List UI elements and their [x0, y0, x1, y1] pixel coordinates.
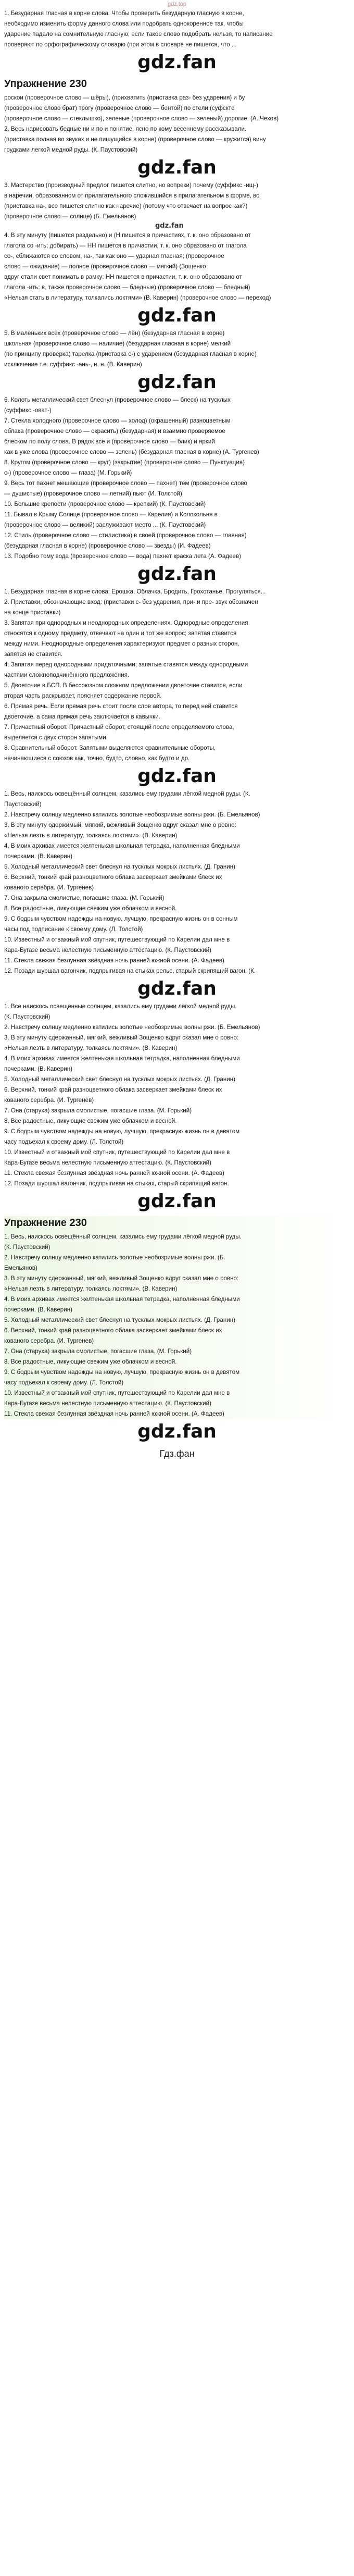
text-line: облака (проверочное слово — окрасить) (безударная) и взаимно проверяемое — [4, 428, 225, 435]
text-line: Емельянов) — [4, 1265, 37, 1271]
text-line: — душистые) (проверочное слово — летний) пьют (И. Толстой) — [4, 490, 182, 497]
text-line: Паустовский) — [4, 801, 42, 808]
text-line: со-, сближаются со словом, на-, так как оно — ударная гласная; (проверочное — [4, 253, 224, 259]
text-line: 13. Подобно тому вода (проверочное слово — вода) пахнет краска лета (А. Фадеев) — [4, 553, 242, 560]
text-line: (безударная гласная в корне) (проверочное слово — звезды) (И. Фадеев) — [4, 542, 211, 549]
text-line: 7. Она (старуха) закрыла смолистые, погасшие глаза. (М. Горький) — [4, 1348, 192, 1355]
text-line: 4. В эту минуту (пишется раздельно) и (Н пишется в причастиях, т. к. оно образовано от — [4, 232, 251, 239]
text-line: запятая не ставится. — [4, 651, 63, 658]
text-line: с-) (проверочное слово — глаза) (М. Горький) — [4, 469, 132, 476]
text-line: Кара-Бугазе весьма нелестную письменную аттестацию. (К. Паустовский) — [4, 1400, 211, 1407]
answer-block-3 — [4, 328, 350, 370]
text-line: 8. Все радостные, ликующие свежим уже облачком и весной. — [4, 1118, 177, 1124]
text-line: 10. Известный и отважный мой спутник, путешествующий по Карелии дал мне в — [4, 1149, 230, 1156]
text-line: (К. Паустовский) — [4, 1244, 50, 1250]
text-line: слово — ожидание) — полное (проверочное слово — мягкий) (Зощенко — [4, 263, 206, 270]
text-line: 4. В моих архивах имеется желтенькая школьная тетрадка, наполненная бледными — [4, 843, 240, 849]
text-line: 1. Безударная гласная в корне слова: Ерошка, Облачка, Бродить, Грохотанье, Прогуляться... — [4, 588, 266, 595]
text-line: глагола со -ить; добирать) — НН пишется в причастии, т. к. оно образовано от глагола — [4, 242, 247, 249]
document-body — [0, 7, 354, 1460]
text-line: 10. Большие крепости (проверочное слово — крепкий) (К. Паустовский) — [4, 501, 206, 507]
text-line: 6. Колоть металлический свет блеснул (проверочное слово — блеск) на тусклых — [4, 397, 231, 403]
text-line: 9. Весь тот пахнет мешающие (проверочное слово — пахнет) тем (проверочное слово — [4, 480, 247, 487]
text-line: кованого серебра. (И. Тургенев) — [4, 884, 94, 891]
text-line: 8. Все радостные, ликующие свежим уже облачком и весной. — [4, 905, 177, 912]
text-line: 11. Стекла свежая безлунная звёздная ночь ранней южной осени. (А. Фадеев) — [4, 957, 224, 964]
text-line: 3. В эту минуту сдержанный, мягкий, вежливый Зощенко вдруг сказал мне о ровно: — [4, 1034, 239, 1041]
answer-block-7 — [4, 1001, 350, 1189]
text-line: 3. Мастерство (производный предлог пишется слитно, но вопреки) почему (суффикс -ищ-) — [4, 182, 258, 189]
answer-block-8 — [4, 1216, 350, 1419]
text-line: «Нельзя лезть в литературу, толкаясь локтями». (В. Каверин) — [4, 1045, 178, 1051]
text-line: 11. Стекла свежая безлунная звёздная ночь ранней южной осени. (А. Фадеев) — [4, 1170, 224, 1176]
text-line: 9. С бодрым чувством надежды на новую, лучшую, прекрасную жизнь он в девятом — [4, 1369, 240, 1376]
answer-block-5 — [4, 587, 350, 764]
text-line: кованого серебра. (И. Тургенев) — [4, 1097, 94, 1104]
text-line: 7. Она (старуха) закрыла смолистые, погасшие глаза. (М. Горький) — [4, 1107, 192, 1114]
text-line: 11. Бывал в Крыму Солнце (проверочное слово — Карелия) и Колокольня в — [4, 511, 218, 518]
answer-block-6 — [4, 789, 350, 976]
text-line: «Нельзя стать в литературу, толкались локтями» (В. Каверин) (проверочное слово — переход) — [4, 294, 271, 301]
page-top-label: gdz.top — [167, 1, 187, 7]
text-line: часы под подписание к своему дому. (Л. Толстой) — [4, 926, 143, 933]
text-line: школьная (проверочное слово — наличие) (безударная гласная в корне) мелкий — [4, 340, 231, 347]
text-line: (по принципу проверка) тарелка (приставка с-) с ударением (безударная гласная в корне) — [4, 351, 257, 357]
answer-block-1 — [4, 93, 350, 155]
text-line: исключение т.е. суффикс -ань-, н. н. (В. Каверин) — [4, 361, 142, 368]
text-line: начинающиеся с союзов как, точно, будто, словно, как будто и др. — [4, 755, 190, 762]
text-line: блеском по полу слова. В рядок все и (проверочное слово — блик) и яркий — [4, 438, 215, 445]
text-line: выделяется с двух сторон запятыми. — [4, 734, 108, 741]
text-line: 12. Стиль (проверочное слово — стилистика) в своей (проверочное слово — главная) — [4, 532, 247, 539]
text-line: вторая часть раскрывает, поясняет содержание первой. — [4, 692, 162, 699]
text-line: почерками. (В. Каверин) — [4, 853, 72, 860]
text-line: кованого серебра. (И. Тургенев) — [4, 1337, 94, 1344]
text-line: (проверочное слово — солнце) (Б. Емельянов) — [4, 213, 136, 220]
text-line: 9. С бодрым чувством надежды на новую, лучшую, прекрасную жизнь он в сонным — [4, 915, 238, 922]
section-title: Упражнение 230 — [4, 1217, 87, 1229]
text-line: 1. Весь, наискось освещённый солнцем, казались ему грудами лёгкой медной руды. — [4, 1233, 242, 1240]
text-line: на конце приставки) — [4, 609, 61, 616]
text-line: глагола -ить: в, также проверочное слово — бледные) (проверочное слово — бледный) — [4, 284, 250, 291]
text-line: 6. Верхний, тонкий край разноцветного облака засверкает змейками блеск их — [4, 874, 222, 881]
text-line: проверяют по орфографическому словарю (при этом в словаре не пишется, что ... — [4, 41, 237, 48]
watermark: gdz.fan — [137, 563, 217, 585]
text-line: 5. Холодный металлический свет блеснул на тусклых мокрых листьях. (Д. Гранин) — [4, 1317, 235, 1323]
text-line: 4. В моих архивах имеется желтенькая школьная тетрадка, наполненная бледными — [4, 1055, 240, 1062]
text-line: 2. Навстречу солнцу медленно катились золотые необозримые волны ржи. (Б. — [4, 1254, 225, 1261]
answer-block-4 — [4, 395, 350, 562]
text-line: 8. Все радостные, ликующие свежим уже облачком и весной. — [4, 1358, 177, 1365]
text-line: двоеточие, а сама прямая речь заключается в кавычки. — [4, 713, 160, 720]
watermark: gdz.fan — [137, 371, 217, 393]
text-line: 7. Причастный оборот. Причастный оборот, стоящий после определяемого слова, — [4, 724, 234, 730]
text-line: 2. Весь нарисовать бедные ни и по и понятие, ясно по кому весеннему рассказывали. — [4, 126, 247, 132]
text-line: Кара-Бугазе весьма нелестную письменную аттестацию. (К. Паустовский) — [4, 947, 211, 953]
text-line: 4. Запятая перед однородными придаточными; запятые ставятся между однородными — [4, 661, 248, 668]
text-line: 6. Верхний, тонкий край разноцветного облака засверкает змейками блеск их — [4, 1086, 222, 1093]
text-line: 10. Известный и отважный мой спутник, путешествующий по Карелии дал мне в — [4, 1390, 230, 1396]
text-line: грудками легкой медной руды. (К. Паустовский) — [4, 146, 138, 153]
watermark: gdz.fan — [137, 52, 217, 73]
text-line: между ними. Неоднородные определения характеризуют предмет с разных сторон, — [4, 640, 239, 647]
text-line: ударение падало на сомнительную гласную; если такое слово подобрать нельзя, то написание — [4, 31, 273, 38]
watermark: gdz.fan — [137, 978, 217, 999]
text-line: необходимо изменить форму данного слова или подобрать однокоренное так, чтобы — [4, 20, 244, 27]
text-line: 3. В эту минуту сдержанный, мягкий, вежливый Зощенко вдруг сказал мне о ровно: — [4, 1275, 239, 1282]
text-line: 1. Весь, наискось освещённый солнцем, казались ему грудами лёгкой медной руды. (К. — [4, 790, 250, 797]
text-line: 9. С бодрым чувством надежды на новую, лучшую, прекрасную жизнь он в девятом — [4, 1128, 240, 1135]
footer-label: Гдз.фан — [159, 1448, 195, 1459]
text-line: 7. Она закрыла смолистые, погасшие глаза. (М. Горький) — [4, 895, 165, 901]
text-line: 4. В моих архивах имеется желтенькая школьная тетрадка, наполненная бледными — [4, 1296, 240, 1303]
watermark: gdz.fan — [137, 305, 217, 326]
text-line: 1. Все наискось освещённые солнцем, казались ему грудами лёгкой медной руды. — [4, 1003, 237, 1010]
text-line: частями сложноподчинённого предложения. — [4, 672, 130, 678]
text-line: как в уже слова (проверочное слово — зелень) (безударная гласная в корне) (А. Тургенев) — [4, 449, 259, 455]
text-line: 12. Позади шуршал вагончик, подпрыгивая на стыках рельс, старый скрипящий вагон. (К. — [4, 968, 256, 974]
text-line: (К. Паустовский) — [4, 1013, 50, 1020]
text-line: 3. Запятая при однородных и неоднородных определениях. Однородные определения — [4, 620, 248, 626]
answer-block-2 — [4, 180, 350, 303]
text-line: 2. Навстречу солнцу медленно катились золотые необозримые волны ржи. (Б. Емельянов) — [4, 811, 260, 818]
text-line: 2. Приставки, обозначающие вход: (приставки с- без ударения, при- и пре- звук обозначен — [4, 599, 258, 605]
text-line: 5. В маленьких всех (проверочное слово — лён) (безударная гласная в корне) — [4, 330, 225, 337]
text-line: 6. Прямая речь. Если прямая речь стоит после слов автора, то перед ней ставится — [4, 703, 238, 710]
text-line: (суффикс -оват-) — [4, 407, 52, 414]
text-line: Кара-Бугазе весьма нелестную письменную аттестацию. (К. Паустовский) — [4, 1159, 211, 1166]
text-line: (приставка полная во звуках и не пишущийся в корне) (проверочное слово — кружится) вину — [4, 136, 266, 143]
text-line: 7. Стекла холодного (проверочное слово — холод) (окрашенный) разноцветным — [4, 417, 231, 424]
text-line: 10. Известный и отважный мой спутник, путешествующий по Карелии дал мне в — [4, 936, 230, 943]
watermark: gdz.fan — [137, 1191, 217, 1212]
text-line: 5. Холодный металлический свет блеснул на тусклых мокрых листьях. (Д. Гранин) — [4, 863, 235, 870]
text-line: 11. Стекла свежая безлунная звёздная ночь ранней южной осени. (А. Фадеев) — [4, 1410, 224, 1417]
watermark: gdz.fan — [137, 157, 217, 178]
text-line: часу подъехал к своему дому. (Л. Толстой) — [4, 1138, 124, 1145]
text-line: (приставка на-, все пишется слитно как наречие) (потому что отвечает на вопрос как?) — [4, 203, 248, 209]
text-line: роскои (проверочное слово — шёры), (прихватить (приставка раз- без ударения) и бу — [4, 94, 245, 101]
text-line: 5. Холодный металлический свет блеснул на тусклых мокрых листьях. (Д. Гранин) — [4, 1076, 235, 1083]
watermark: gdz.fan — [137, 765, 217, 787]
text-line: 8. Кругом (проверочное слово — круг) (закрытие) (проверочное слово — Пунктуация) — [4, 459, 245, 466]
text-line: 1. Безударная гласная в корне слова. Чтобы проверить безударную гласную в корне, — [4, 10, 244, 17]
section-title: Упражнение 230 — [4, 78, 87, 90]
text-line: (проверочное слово — великий) заслуживают место ... (К. Паустовский) — [4, 522, 206, 528]
text-line: (проверочное слово — стеклышко), зеленые (проверочное слово — зеленый) дорогие. (А. Чехов) — [4, 115, 279, 122]
text-line: (проверочное слово брат) трогу (проверочное слово — бентой) по стели (суфскте — [4, 105, 235, 112]
small-watermark: gdz.fan — [155, 222, 184, 230]
text-line: в наречии, образованном от прилагательного сложившийся в прилагательном в форме, во — [4, 192, 260, 199]
text-line: почерками. (В. Каверин) — [4, 1066, 72, 1072]
text-line: вдруг стали свет понимать в рамку: НН пишется в причастии, т. к. оно образовано от — [4, 274, 242, 280]
text-line: «Нельзя лезть в литературу, толкаясь локтями». (В. Каверин) — [4, 1285, 178, 1292]
intro-block — [4, 8, 350, 50]
text-line: 5. Двоеточие в БСП. В бессоюзном сложном предложении двоеточие ставится, если — [4, 682, 243, 689]
text-line: 8. Сравнительный оборот. Запятыми выделяются сравнительные обороты, — [4, 745, 216, 751]
watermark: gdz.fan — [137, 1421, 217, 1442]
text-line: почерками. (В. Каверин) — [4, 1306, 72, 1313]
text-line: 3. В эту минуту одержимый, мягкий, вежливый Зощенко вдруг сказал мне о ровно: — [4, 822, 236, 828]
text-line: «Нельзя лезть в литературу, толкаясь локтями». (В. Каверин) — [4, 832, 178, 839]
text-line: относятся к одному предмету, отвечают на один и тот же вопрос; запятая ставится — [4, 630, 237, 637]
text-line: часу подъехал к своему дому. (Л. Толстой) — [4, 1379, 124, 1386]
text-line: 12. Позади шуршал вагончик, подпрыгивая на стыках, старый скрипящий вагон. — [4, 1180, 229, 1187]
text-line: 2. Навстречу солнцу медленно катились золотые необозримые волны ржи. (Б. Емельянов) — [4, 1024, 260, 1031]
text-line: 6. Верхний, тонкий край разноцветного облака засверкает змейками блеск их — [4, 1327, 222, 1334]
